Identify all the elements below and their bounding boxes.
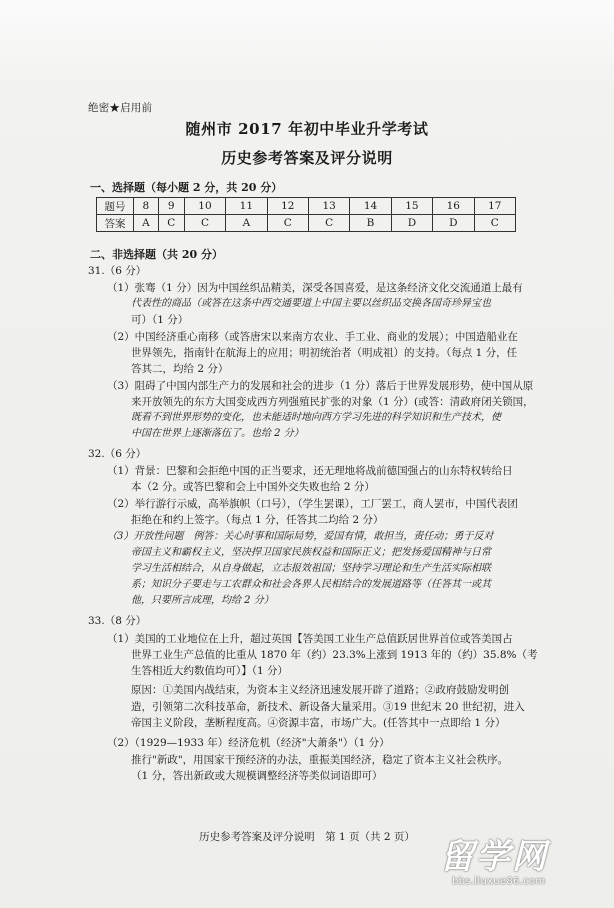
answer-line: 中国在世界上逐渐落伍了。也给 2 分） <box>131 428 304 439</box>
answer-line: 原因：①美国内战结束，为资本主义经济迅速发展开辟了道路；②政府鼓励发明创 <box>131 684 509 696</box>
table-cell: 15 <box>391 198 432 215</box>
watermark-logo-text: 留学网 <box>440 837 548 877</box>
section-heading-nonchoice: 二、非选择题（共 20 分） <box>90 248 223 261</box>
answer-line: （1 分，答出新政或大规模调整经济等类似词语即可） <box>131 770 383 782</box>
table-cell: 17 <box>474 198 515 215</box>
row-label: 题号 <box>97 198 134 215</box>
answer-line: 答其二，均给 2 分） <box>131 363 229 375</box>
answer-line: 帝国主义和霸权主义，坚决捍卫国家民族权益和国际正义；把发扬爱国精神与日常 <box>131 547 491 558</box>
answer-line: （1）背景：巴黎和会拒绝中国的正当要求，还无理地将战前德国强占的山东特权转给日 <box>107 465 513 477</box>
table-cell: 9 <box>158 198 184 215</box>
answer-line: 推行"新政"，用国家干预经济的办法，重振美国经济，稳定了资本主义社会秩序。 <box>131 754 509 766</box>
table-cell: 8 <box>134 198 159 215</box>
table-cell: B <box>350 215 391 232</box>
table-cell: 11 <box>226 198 267 215</box>
answer-line: 帝国主义阶段，垄断程度高。④资源丰富，市场广大。(任答其中一点即给 1 分） <box>131 717 506 729</box>
answer-line: （1）美国的工业地位在上升，超过英国【答美国工业生产总值跃居世界首位或答美国占 <box>107 633 513 645</box>
answer-line: 既看不到世界形势的变化，也未能适时地向西方学习先进的科学知识和生产技术，使 <box>131 412 501 423</box>
table-cell: C <box>474 215 515 232</box>
table-cell: 10 <box>184 198 225 215</box>
answer-line: 可）（1 分） <box>131 314 189 326</box>
answer-line: 世界工业生产总值的比重从 1870 年（约）23.3%上涨到 1913 年的（约）35.8%（考 <box>131 649 538 661</box>
answer-line: （1）张骞（1 分）因为中国丝织品精美，深受各国喜爱，是这条经济文化交流通道上最有 <box>107 282 523 294</box>
table-cell: C <box>308 215 349 232</box>
section-heading-choice: 一、选择题（每小题 2 分，共 20 分） <box>90 181 283 194</box>
question-31-heading: 31.（6 分） <box>88 265 147 277</box>
question-32-heading: 32.（6 分） <box>88 448 147 460</box>
table-row-numbers <box>97 198 516 215</box>
table-cell: 14 <box>350 198 391 215</box>
answer-line: 他，只要所言成理，均给 2 分） <box>131 595 274 606</box>
row-label: 答案 <box>97 215 134 232</box>
table-cell: A <box>134 215 159 232</box>
exam-title: 随州市 2017 年初中毕业升学考试 <box>185 120 429 138</box>
table-cell: A <box>226 215 267 232</box>
table-row-answers <box>97 215 516 232</box>
answer-line: 来开放领先的东方大国变成西方列强殖民扩张的对象（1 分）(或答：清政府闭关锁国， <box>131 396 534 408</box>
question-33-heading: 33.（8 分） <box>88 615 147 627</box>
answer-line: 造，引领第二次科技革命，新技术、新设备大量采用。③19 世纪末 20 世纪初，进入 <box>131 701 525 713</box>
page-footer: 历史参考答案及评分说明 第 1 页（共 2 页） <box>199 831 415 843</box>
answer-line: 学习生活相结合，从自身做起，立志报效祖国；坚持学习理论和生产生活实际相联 <box>131 563 491 574</box>
answer-line: （3）开放性问题 例答：关心时事和国际局势，爱国有情，敢担当，责任动；勇于反对 <box>107 531 494 542</box>
exam-subtitle: 历史参考答案及评分说明 <box>221 149 393 167</box>
table-cell: 16 <box>433 198 474 215</box>
table-cell: D <box>433 215 474 232</box>
table-cell: C <box>267 215 308 232</box>
answer-line: 生答相近大约数值均可）】（1 分） <box>131 665 289 677</box>
confidential-mark: 绝密★启用前 <box>88 102 153 114</box>
table-cell: C <box>184 215 225 232</box>
site-watermark <box>440 838 548 888</box>
answer-line: 本（2 分。或答巴黎和会上中国外交失败也给 2 分） <box>131 481 375 493</box>
answer-line: （3）阻碍了中国内部生产力的发展和社会的进步（1 分）落后于世界发展形势，使中国从原 <box>107 380 534 392</box>
table-cell: D <box>391 215 432 232</box>
answer-line: （2）举行游行示威，高举旗帜（口号），（学生罢课），工厂罢工，商人罢市，中国代表团 <box>107 498 518 510</box>
answer-line: （2）（1929—1933 年）经济危机（经济"大萧条"）（1 分） <box>107 737 390 749</box>
answer-line: （2）中国经济重心南移（或答唐宋以来南方农业、手工业、商业的发展）；中国造船业在 <box>107 331 518 343</box>
watermark-url: bbs.liuxue86.com <box>452 876 546 887</box>
table-cell: C <box>158 215 184 232</box>
table-cell: 12 <box>267 198 308 215</box>
answer-line: 世界领先，指南针在航海上的应用；明初统治者（明成祖）的支持。（每点 1 分，任 <box>131 347 518 359</box>
answer-line: 拒绝在和约上签字。（每点 1 分，任答其二均给 2 分） <box>131 514 384 526</box>
table-cell: 13 <box>308 198 349 215</box>
answer-line: 代表性的商品（或答在这条中西交通要道上中国主要以丝织品交换各国奇珍异宝也 <box>131 298 491 309</box>
answer-line: 系；知识分子要走与工农群众和社会各界人民相结合的发展道路等（任答其一或其 <box>131 579 491 590</box>
answer-table <box>96 197 516 232</box>
